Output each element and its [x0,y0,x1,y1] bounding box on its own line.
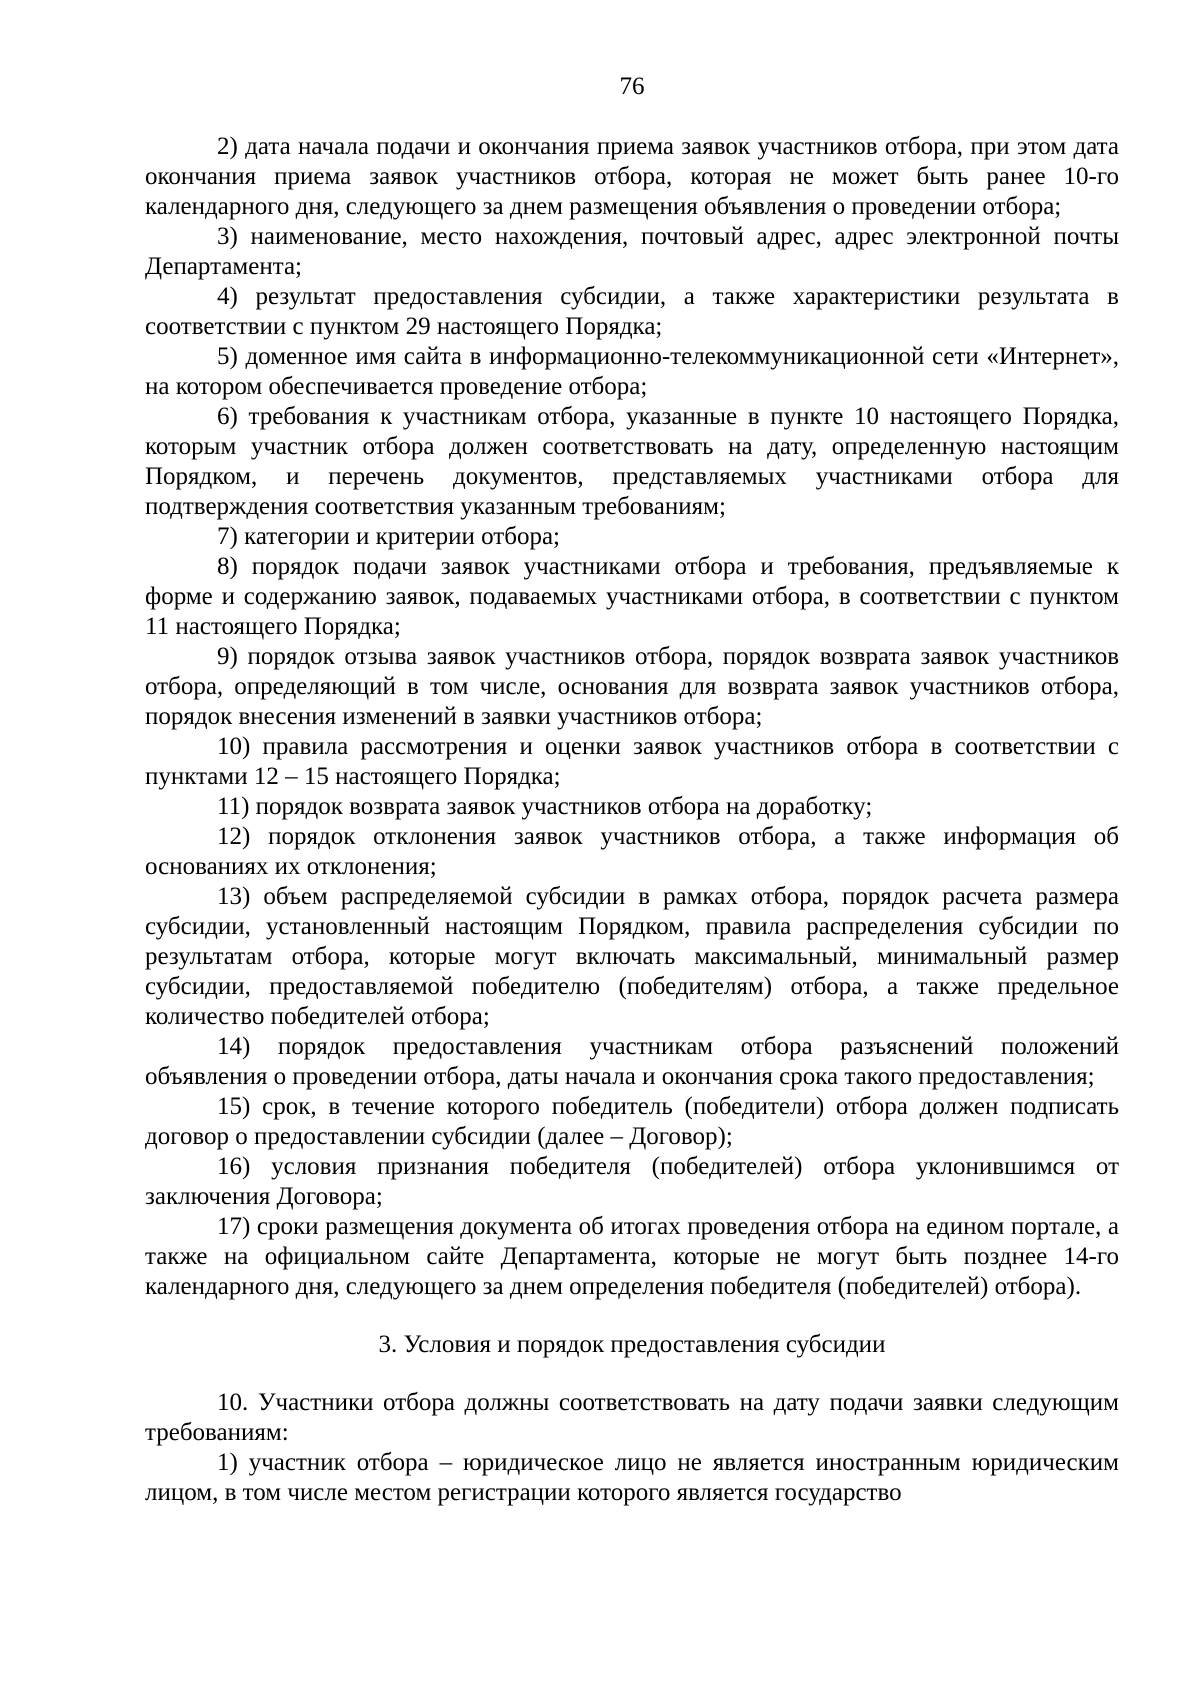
paragraph: 2) дата начала подачи и окончания приема заявок участников отбора, при этом дата окончания приема заявок участников отбора, которая не может быть ранее 10-го календарного дня, следующего за днем размещения объявления о проведении отбора; [145,133,1119,220]
paragraph: 6) требования к участникам отбора, указанные в пункте 10 настоящего Порядка, которым участник отбора должен соответствовать на дату, определенную настоящим Порядком, и перечень документов, представляемых участниками отбора для подтверждения соответствия указанным требованиям; [145,403,1119,520]
paragraph: 12) порядок отклонения заявок участников отбора, а также информация об основаниях их отклонения; [145,823,1119,880]
paragraph: 10. Участники отбора должны соответствовать на дату подачи заявки следующим требованиям: [145,1389,1119,1446]
page-number: 76 [619,73,645,100]
paragraph: 8) порядок подачи заявок участниками отбора и требования, предъявляемые к форме и содержанию заявок, подаваемых участниками отбора, в соответствии с пунктом 11 настоящего Порядка; [145,553,1119,640]
paragraph: 13) объем распределяемой субсидии в рамках отбора, порядок расчета размера субсидии, установленный настоящим Порядком, правила распределения субсидии по результатам отбора, которые могут включать максимальный, минимальный размер субсидии, предоставляемой победителю (победителям) отбора, а также предельное количество победителей отбора; [145,883,1119,1030]
document-body [145,132,1119,1508]
paragraph: 1) участник отбора – юридическое лицо не является иностранным юридическим лицом, в том числе местом регистрации которого является государство [145,1449,1119,1506]
paragraph: 15) срок, в течение которого победитель (победители) отбора должен подписать договор о предоставлении субсидии (далее – Договор); [145,1093,1119,1150]
paragraph: 17) сроки размещения документа об итогах проведения отбора на едином портале, а также на официальном сайте Департамента, которые не могут быть позднее 14-го календарного дня, следующего за днем определения победителя (победителей) отбора). [145,1213,1119,1300]
paragraph: 9) порядок отзыва заявок участников отбора, порядок возврата заявок участников отбора, определяющий в том числе, основания для возврата заявок участников отбора, порядок внесения изменений в заявки участников отбора; [145,643,1119,730]
paragraph: 5) доменное имя сайта в информационно-телекоммуникационной сети «Интернет», на котором обеспечивается проведение отбора; [145,343,1119,400]
paragraph: 10) правила рассмотрения и оценки заявок участников отбора в соответствии с пунктами 12 – 15 настоящего Порядка; [145,733,1119,790]
paragraph: 7) категории и критерии отбора; [217,523,560,550]
paragraph: 3) наименование, место нахождения, почтовый адрес, адрес электронной почты Департамента; [145,223,1119,280]
paragraph: 11) порядок возврата заявок участников отбора на доработку; [217,793,873,820]
paragraph: 16) условия признания победителя (победителей) отбора уклонившимся от заключения Договора; [145,1153,1119,1210]
section-heading: 3. Условия и порядок предоставления субсидии [378,1331,886,1358]
paragraph: 4) результат предоставления субсидии, а также характеристики результата в соответствии с пунктом 29 настоящего Порядка; [145,283,1119,340]
paragraph: 14) порядок предоставления участникам отбора разъяснений положений объявления о проведении отбора, даты начала и окончания срока такого предоставления; [145,1033,1119,1090]
